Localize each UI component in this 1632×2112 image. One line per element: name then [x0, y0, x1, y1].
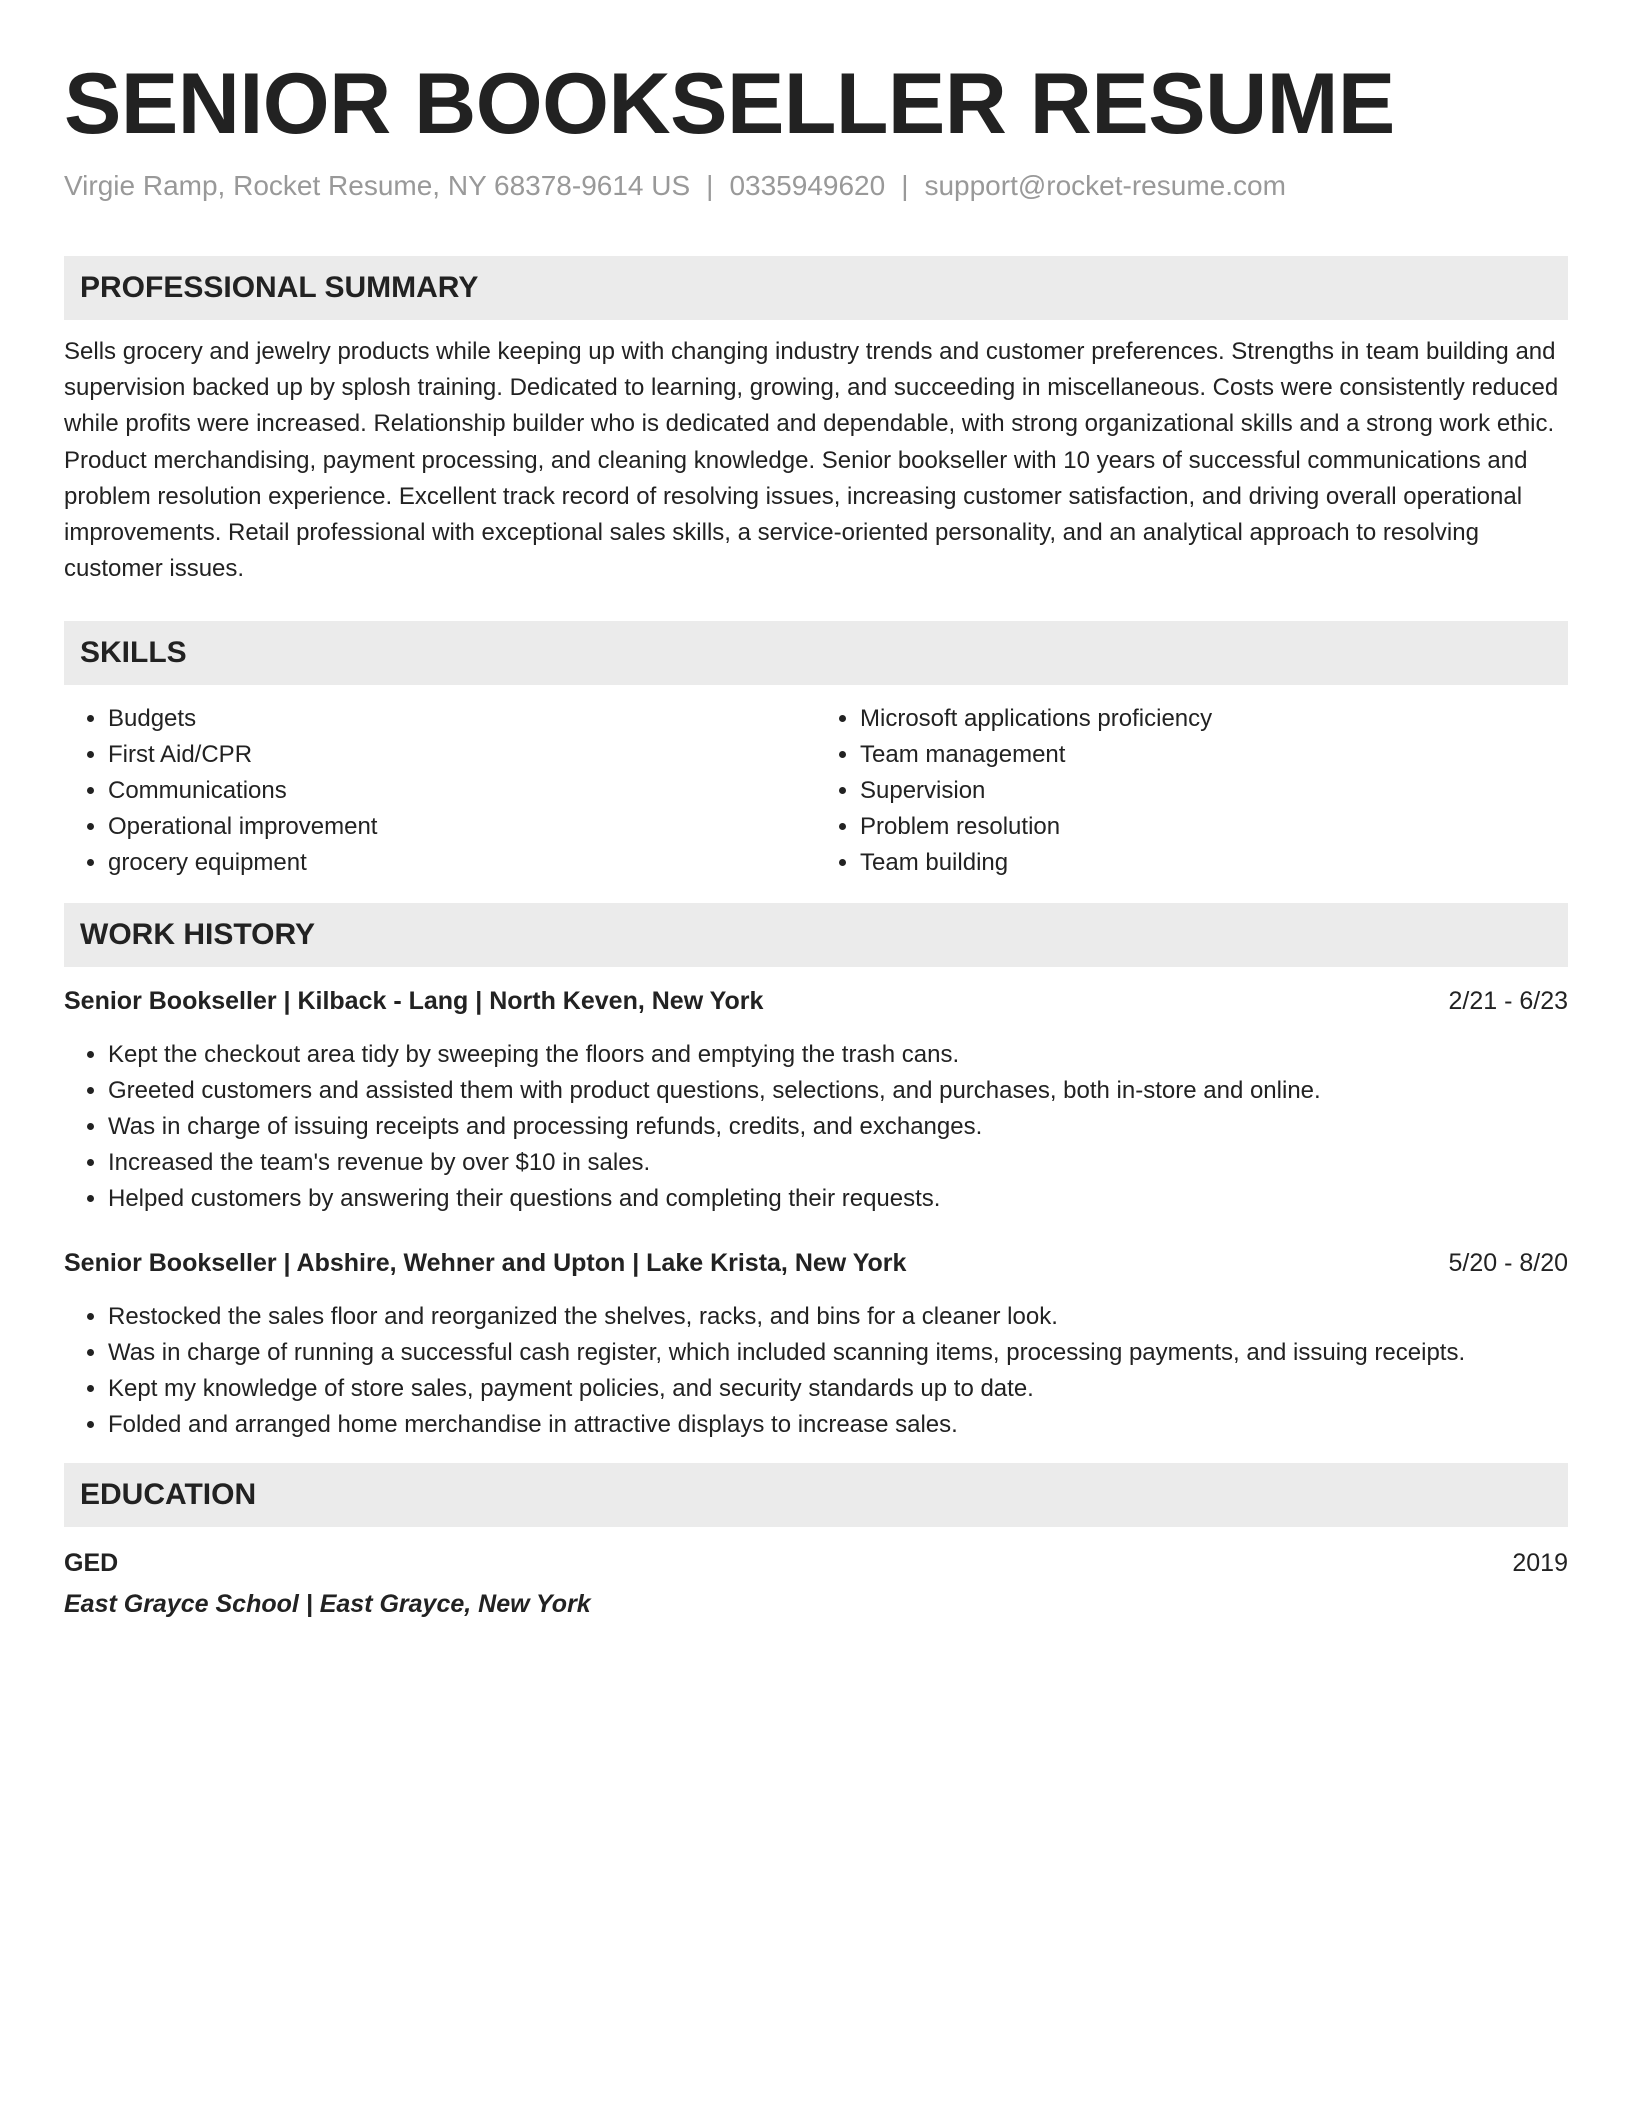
skills-column-right — [816, 701, 1568, 881]
job-duty-item: • Helped customers by answering their questions and completing their requests. — [108, 1181, 1568, 1217]
job-duties-list — [64, 1037, 1568, 1217]
skill-item: • Microsoft applications proficiency — [860, 701, 1568, 737]
job-duty-item: • Greeted customers and assisted them with product questions, selections, and purchases, both in-store and online. — [108, 1073, 1568, 1109]
contact-email: support@rocket-resume.com — [924, 170, 1286, 201]
contact-separator: | — [706, 170, 714, 201]
job-duty-item: • Increased the team's revenue by over $10 in sales. — [108, 1145, 1568, 1181]
skill-item: • Team management — [860, 737, 1568, 773]
education-heading: EDUCATION — [64, 1463, 1568, 1527]
resume-title: SENIOR BOOKSELLER RESUME — [64, 56, 1395, 152]
education-year: 2019 — [1512, 1549, 1568, 1578]
job-duty-item: • Kept the checkout area tidy by sweeping the floors and emptying the trash cans. — [108, 1037, 1568, 1073]
skill-item: • Team building — [860, 845, 1568, 881]
job-duty-item: • Kept my knowledge of store sales, payment policies, and security standards up to date. — [108, 1371, 1568, 1407]
education-degree: GED — [64, 1549, 119, 1578]
job-title: Senior Bookseller | Kilback - Lang | North Keven, New York — [64, 987, 764, 1016]
skill-item: • Supervision — [860, 773, 1568, 809]
contact-phone: 0335949620 — [729, 170, 886, 201]
job-title: Senior Bookseller | Abshire, Wehner and Upton | Lake Krista, New York — [64, 1249, 907, 1278]
job-dates: 5/20 - 8/20 — [1448, 1249, 1568, 1278]
skills-column-left — [64, 701, 816, 881]
skill-item: • Operational improvement — [108, 809, 816, 845]
job-duty-item: • Was in charge of issuing receipts and processing refunds, credits, and exchanges. — [108, 1109, 1568, 1145]
skills-heading: SKILLS — [64, 621, 1568, 685]
job-dates: 2/21 - 6/23 — [1448, 987, 1568, 1016]
job-duties-list — [64, 1299, 1568, 1443]
education-school: East Grayce School | East Grayce, New York — [64, 1590, 591, 1619]
work-history-heading: WORK HISTORY — [64, 903, 1568, 967]
education-entry — [64, 1545, 1568, 1581]
contact-separator: | — [901, 170, 909, 201]
summary-text: Sells grocery and jewelry products while keeping up with changing industry trends and customer preferences. Strengths in team building and supervision backed up by splosh training. Dedicated to learning, growing, and succeeding in miscellaneous. Costs were consistently reduced while profits were increased. Relationship builder who is dedicated and dependable, with strong organizational skills and a strong work ethic. Product merchandising, payment processing, and cleaning knowledge. Senior bookseller with 10 years of successful communications and problem resolution experience. Excellent track record of resolving issues, increasing customer satisfaction, and driving overall operational improvements. Retail professional with exceptional sales skills, a service-oriented personality, and an analytical approach to resolving customer issues. — [64, 338, 1559, 583]
skill-item: • Communications — [108, 773, 816, 809]
contact-address: Virgie Ramp, Rocket Resume, NY 68378-9614 US — [64, 170, 691, 201]
job-entry-header — [64, 983, 1568, 1019]
job-duty-item: • Restocked the sales floor and reorganized the shelves, racks, and bins for a cleaner look. — [108, 1299, 1568, 1335]
skill-item: • Budgets — [108, 701, 816, 737]
skill-item: • First Aid/CPR — [108, 737, 816, 773]
job-duty-item: • Was in charge of running a successful cash register, which included scanning items, processing payments, and issuing receipts. — [108, 1335, 1568, 1371]
contact-line — [64, 168, 1568, 204]
job-duty-item: • Folded and arranged home merchandise in attractive displays to increase sales. — [108, 1407, 1568, 1443]
skill-item: • grocery equipment — [108, 845, 816, 881]
summary-heading: PROFESSIONAL SUMMARY — [64, 256, 1568, 320]
skill-item: • Problem resolution — [860, 809, 1568, 845]
job-entry-header — [64, 1245, 1568, 1281]
skills-list — [64, 701, 1568, 881]
